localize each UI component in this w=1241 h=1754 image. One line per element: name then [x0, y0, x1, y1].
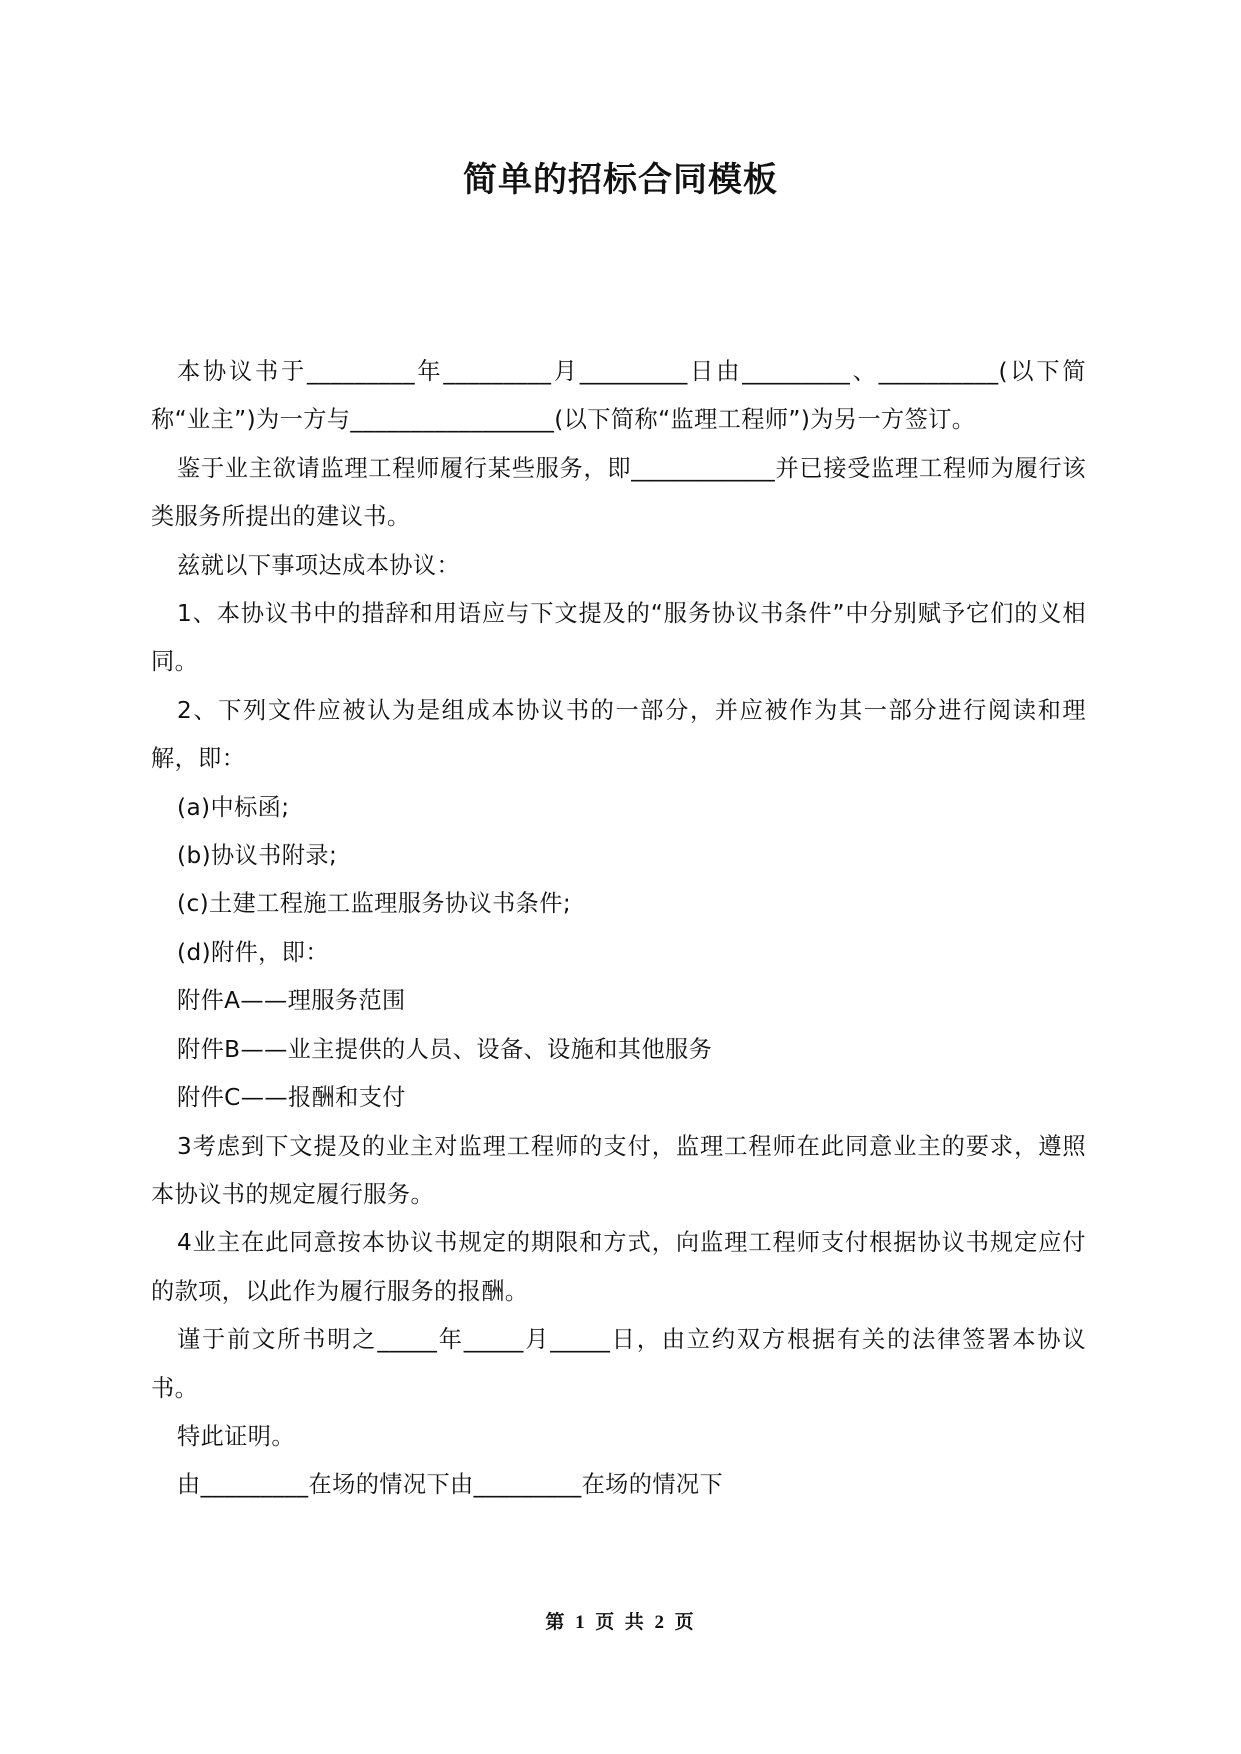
footer-total-pages: 2: [654, 1612, 666, 1633]
list-item-a: (a)中标函;: [177, 793, 290, 821]
paragraph-signing-date: 谨于前文所书明之_____年_____月_____日，由立约双方根据有关的法律签署本协议书。: [151, 1326, 1086, 1402]
list-item-d: (d)附件，即：: [177, 938, 329, 966]
document-title: 简单的招标合同模板: [463, 160, 778, 200]
paragraph-witness: 特此证明。: [177, 1422, 295, 1450]
annex-a: 附件A——理服务范围: [177, 987, 406, 1015]
footer-prefix: 第: [545, 1611, 567, 1633]
list-item-b: (b)协议书附录;: [177, 842, 338, 870]
list-item-c: (c)土建工程施工监理服务协议书条件;: [177, 890, 572, 918]
paragraph-clause-4: 4业主在此同意按本协议书规定的期限和方式，向监理工程师支付根据协议书规定应付的款项，以此作为履行服务的报酬。: [151, 1229, 1086, 1305]
paragraph-signature-presence: 由_________在场的情况下由_________在场的情况下: [177, 1471, 724, 1499]
page-number-footer: [0, 1608, 1241, 1637]
paragraph-clause-3: 3考虑到下文提及的业主对监理工程师的支付，监理工程师在此同意业主的要求，遵照本协议书的规定履行服务。: [151, 1132, 1086, 1208]
paragraph-clause-2: 2、下列文件应被认为是组成本协议书的一部分，并应被作为其一部分进行阅读和理解，即：: [151, 696, 1086, 773]
paragraph-clause-1: 1、本协议书中的措辞和用语应与下文提及的“服务协议书条件”中分别赋予它们的义相同。: [151, 600, 1086, 676]
footer-current-page: 1: [575, 1612, 587, 1633]
annex-b: 附件B——业主提供的人员、设备、设施和其他服务: [177, 1035, 713, 1063]
paragraph-agree-intro: 兹就以下事项达成本协议：: [177, 551, 461, 579]
document-body: [151, 348, 1086, 1510]
annex-c: 附件C——报酬和支付: [177, 1084, 406, 1112]
paragraph-agreement-parties: 本协议书于_________年_________月_________日由_________、__________(以下简称“业主”)为一方与_________________(以下简称“监理工程师”)为另一方签订。: [151, 358, 1086, 434]
paragraph-whereas: 鉴于业主欲请监理工程师履行某些服务，即____________并已接受监理工程师为履行该类服务所提出的建议书。: [151, 454, 1086, 531]
footer-suffix: 页: [674, 1611, 696, 1633]
footer-middle: 页 共: [595, 1611, 646, 1633]
